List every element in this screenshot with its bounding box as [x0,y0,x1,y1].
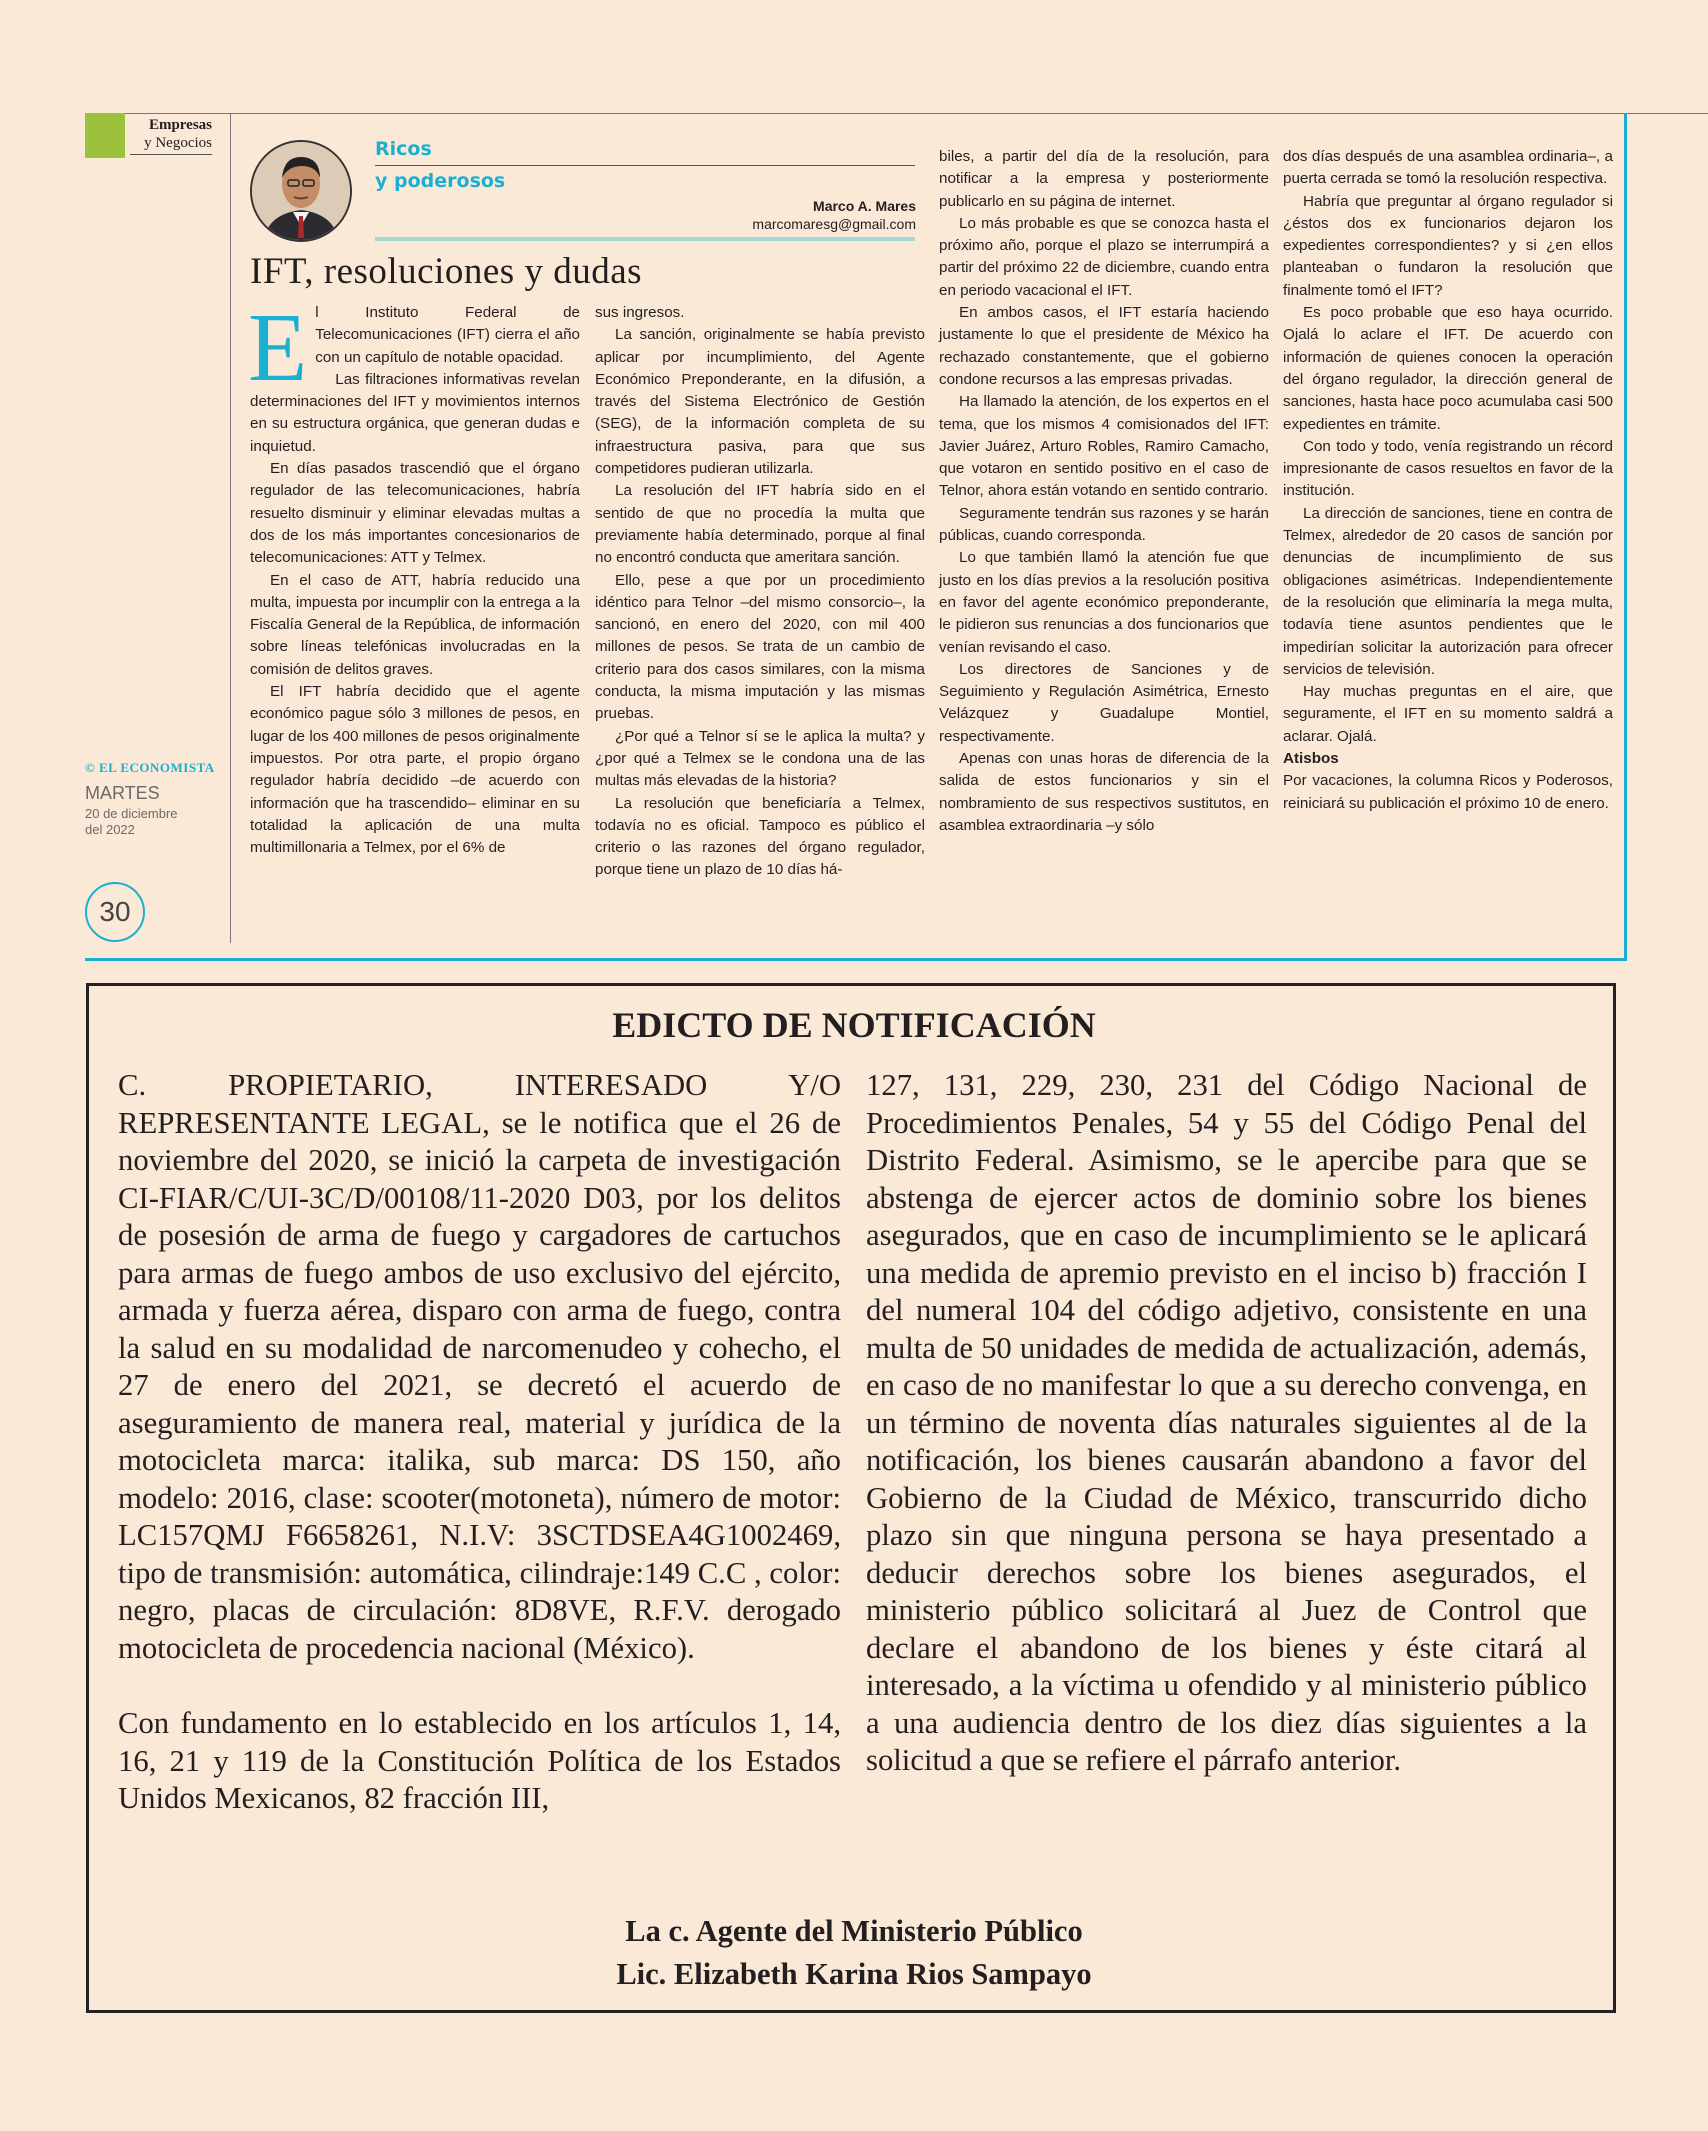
author-block [600,197,916,233]
paragraph: Ha llamado la atención, de los expertos en el tema, que los mismos 4 comisionados del IFT: Javier Juárez, Arturo Robles, Ramiro Camacho, que votaron en sentido positivo en el caso de Telnor, ahora están votando en sentido contrario. [939,393,1269,500]
author-email: marcomaresg@gmail.com [752,216,916,232]
column-name [375,134,915,197]
publication-logo: © EL ECONOMISTA [85,760,215,775]
paragraph: La sanción, originalmente se había previsto aplicar por incumplimiento, del Agente Económico Preponderante, en la difusión, a través del Sistema Electrónico de Gestión (SEG), de la información completa de su infraestructura pasiva, para que sus competidores pudieran utilizarla. [595,326,925,478]
article-column-3 [939,146,1269,837]
paragraph: biles, a partir del día de la resolución, para notificar a la empresa y posteriormente publicarlo en su página de internet. [939,148,1269,210]
paragraph: La resolución del IFT habría sido en el sentido de que no procedía la multa que previamente había determinado, porque al final no encontró conducta que ameritara sanción. [595,482,925,567]
paragraph-text: l Instituto Federal de Telecomunicaciones (IFT) cierra el año con un capítulo de notable opacidad. [315,304,580,366]
paragraph: La dirección de sanciones, tiene en contra de Telmex, alrededor de 20 casos de sanción por denuncias de incumplimiento de sus obligaciones asimétricas. Independientemente de la resolución que eliminaría la mega multa, todavía tiene asuntos pendientes que le impedirían solicitar la autorización para ofrecer servicios de televisión. [1283,504,1613,678]
issue-date: 20 de diciembre del 2022 [85,806,178,837]
author-avatar [250,140,352,242]
paragraph: Hay muchas preguntas en el aire, que seguramente, el IFT en su momento saldrá a aclarar. Ojalá. [1283,683,1613,745]
signature-name: Lic. Elizabeth Karina Rios Sampayo [616,1957,1092,1991]
paragraph: Lo más probable es que se conozca hasta el próximo año, porque el plazo se interrumpirá a partir del próximo 22 de diciembre, cuando entra en periodo vacacional el IFT. [939,214,1269,299]
paragraph: En el caso de ATT, habría reducido una multa, impuesta por incumplir con la entrega a la Fiscalía General de la República, de información sobre líneas telefónicas involucradas en la comisión de delitos graves. [250,571,580,678]
paragraph: Habría que preguntar al órgano regulador si ¿éstos dos ex funcionarios dejaron los expedientes correspondientes? y si ¿en ellos planteaban o fundaron la resolución que finalmente tomó el IFT? [1283,192,1613,299]
paragraph: Ello, pese a que por un procedimiento idéntico para Telnor –del mismo consorcio–, la sancionó, en enero del 2020, con mil 400 millones de pesos. Se trata de un cambio de criterio para dos casos similares, con la misma conducta, la misma imputación y las mismas pruebas. [595,571,925,723]
article-frame-right [1624,113,1627,961]
paragraph: sus ingresos. [595,304,685,321]
edicto-paragraph: Con fundamento en lo establecido en los artículos 1, 14, 16, 21 y 119 de la Constitución Política de los Estados Unidos Mexicanos, 82 fracción III, [118,1706,841,1815]
edicto-paragraph: C. PROPIETARIO, INTERESADO Y/O REPRESENTANTE LEGAL, se le notifica que el 26 de noviembre del 2020, se inició la carpeta de investigación CI-FIAR/C/UI-3C/D/00108/11-2020 D03, por los delitos de posesión de arma de fuego y cargadores de cartuchos para armas de fuego ambos de uso exclusivo del ejército, armada y fuerza aérea, disparo con arma de fuego, contra la salud en su modalidad de narcomenudeo y cohecho, el 27 de enero del 2021, se decretó el acuerdo de aseguramiento de manera real, material y jurídica de la motocicleta marca: italika, sub marca: DS 150, año modelo: 2016, clase: scooter(motoneta), número de motor: LC157QMJ F6658261, N.I.V: 3SCTDSEA4G1002469, tipo de transmisión: automática, cilindraje:149 C.C , color: negro, placas de circulación: 8D8VE, R.F.V. derogado motocicleta de procedencia nacional (México). [118,1068,841,1665]
signature-title: La c. Agente del Ministerio Público [625,1914,1083,1948]
paragraph: Apenas con unas horas de diferencia de la salida de estos funcionarios y sin el nombramiento de sus respectivos sustitutos, en asamblea extraordinaria –y sólo [939,750,1269,834]
atisbos-text: Por vacaciones, la columna Ricos y Poderosos, reiniciará su publicación el próximo 10 de enero. [1283,772,1613,812]
section-title: Empresas [148,117,212,133]
author-name: Marco A. Mares [813,198,916,214]
drop-cap: E [248,294,308,401]
edicto-column-1 [118,1067,841,1818]
paragraph: Seguramente tendrán sus razones y se harán públicas, cuando corresponda. [939,504,1269,545]
edicto-title: EDICTO DE NOTIFICACIÓN [612,1005,1096,1045]
article-column-1 [248,294,580,859]
paragraph: Los directores de Sanciones y de Seguimiento y Regulación Asimétrica, Ernesto Velázquez y Guadalupe Montiel, respectivamente. [939,660,1269,745]
atisbos-heading: Atisbos [1283,750,1339,768]
section-subtitle: y Negocios [144,135,212,151]
column-name-line1: Ricos [375,134,915,166]
page-number: 30 [85,882,145,942]
signature-block [0,1910,1708,1996]
sidebar-divider [230,113,231,943]
paragraph: El IFT habría decidido que el agente económico pague sólo 3 millones de pesos, en lugar de los 400 millones de pesos originalmente impuestos. Por otra parte, el propio órgano regulador habría decidido –de acuerdo con información que ha trascendido– eliminar en su totalidad la aplicación de una multa multimillonaria a Telmex, por el 6% de [250,683,580,857]
article-frame-bottom [85,958,1627,961]
paragraph [248,294,580,401]
paragraph: Lo que también llamó la atención fue que justo en los días previos a la resolución positiva en favor del agente económico preponderante, le pidieron sus renuncias a dos funcionarios que venían revisando el caso. [939,549,1269,656]
paragraph: Las filtraciones informativas revelan determinaciones del IFT y movimientos internos en su estructura orgánica, que generan dudas e inquietud. [250,370,580,455]
paragraph: Es poco probable que eso haya ocurrido. Ojalá lo aclare el IFT. De acuerdo con información de quienes conocen la operación del órgano regulador, la dirección general de sanciones, hasta hace poco acumulaba casi 500 expedientes en trámite. [1283,304,1613,433]
column-name-line2: y poderosos [375,170,506,192]
issue-weekday: MARTES [85,783,160,803]
paragraph: En ambos casos, el IFT estaría haciendo justamente lo que el presidente de México ha rechazado constantemente, que el gobierno condone recursos a las empresas privadas. [939,304,1269,388]
section-color-block [85,113,125,158]
edicto-column-2 [866,1067,1587,1780]
author-rule [375,237,915,241]
paragraph: La resolución que beneficiaría a Telmex, todavía no es oficial. Tampoco es público el criterio o las razones del órgano regulador, porque tiene un plazo de 10 días há- [595,794,925,879]
section-label [130,116,212,155]
paragraph: En días pasados trascendió que el órgano regulador de las telecomunicaciones, habría resuelto disminuir y eliminar elevadas multas a dos de los más importantes concesionarios de telecomunicaciones: ATT y Telmex. [250,460,580,567]
top-rule [123,113,1708,114]
paragraph-gap [118,1667,841,1705]
article-column-2 [595,302,925,882]
paragraph: Con todo y todo, venía registrando un récord impresionante de casos resueltos en favor de la institución. [1283,437,1613,500]
paragraph: ¿Por qué a Telnor sí se le aplica la multa? y ¿por qué a Telmex se le condona una de las multas más elevadas de la historia? [595,727,925,790]
article-column-4 [1283,146,1613,815]
article-headline: IFT, resoluciones y dudas [250,251,643,292]
paragraph: dos días después de una asamblea ordinaria–, a puerta cerrada se tomó la resolución respectiva. [1283,148,1613,188]
edicto-paragraph: 127, 131, 229, 230, 231 del Código Nacional de Procedimientos Penales, 54 y 55 del Código Penal del Distrito Federal. Asimismo, se le apercibe para que se abstenga de ejercer actos de dominio sobre los bienes asegurados, que en caso de incumplimiento se le aplicará una medida de apremio previsto en el inciso b) fracción I del numeral 104 del código adjetivo, consistente en una multa de 50 unidades de medida de actualización, además, en caso de no manifestar lo que a su derecho convenga, en un término de noventa días naturales siguientes al de la notificación, los bienes causarán abandono a favor del Gobierno de la Ciudad de México, transcurrido dicho plazo sin que ninguna persona se haya presentado a deducir derechos sobre los bienes asegurados, el ministerio público solicitará al Juez de Control que declare el abandono de los bienes y éste citará al interesado, a la víctima u ofendido y al ministerio público a una audiencia dentro de los diez días siguientes a la solicitud a que se refiere el párrafo anterior. [866,1068,1587,1777]
